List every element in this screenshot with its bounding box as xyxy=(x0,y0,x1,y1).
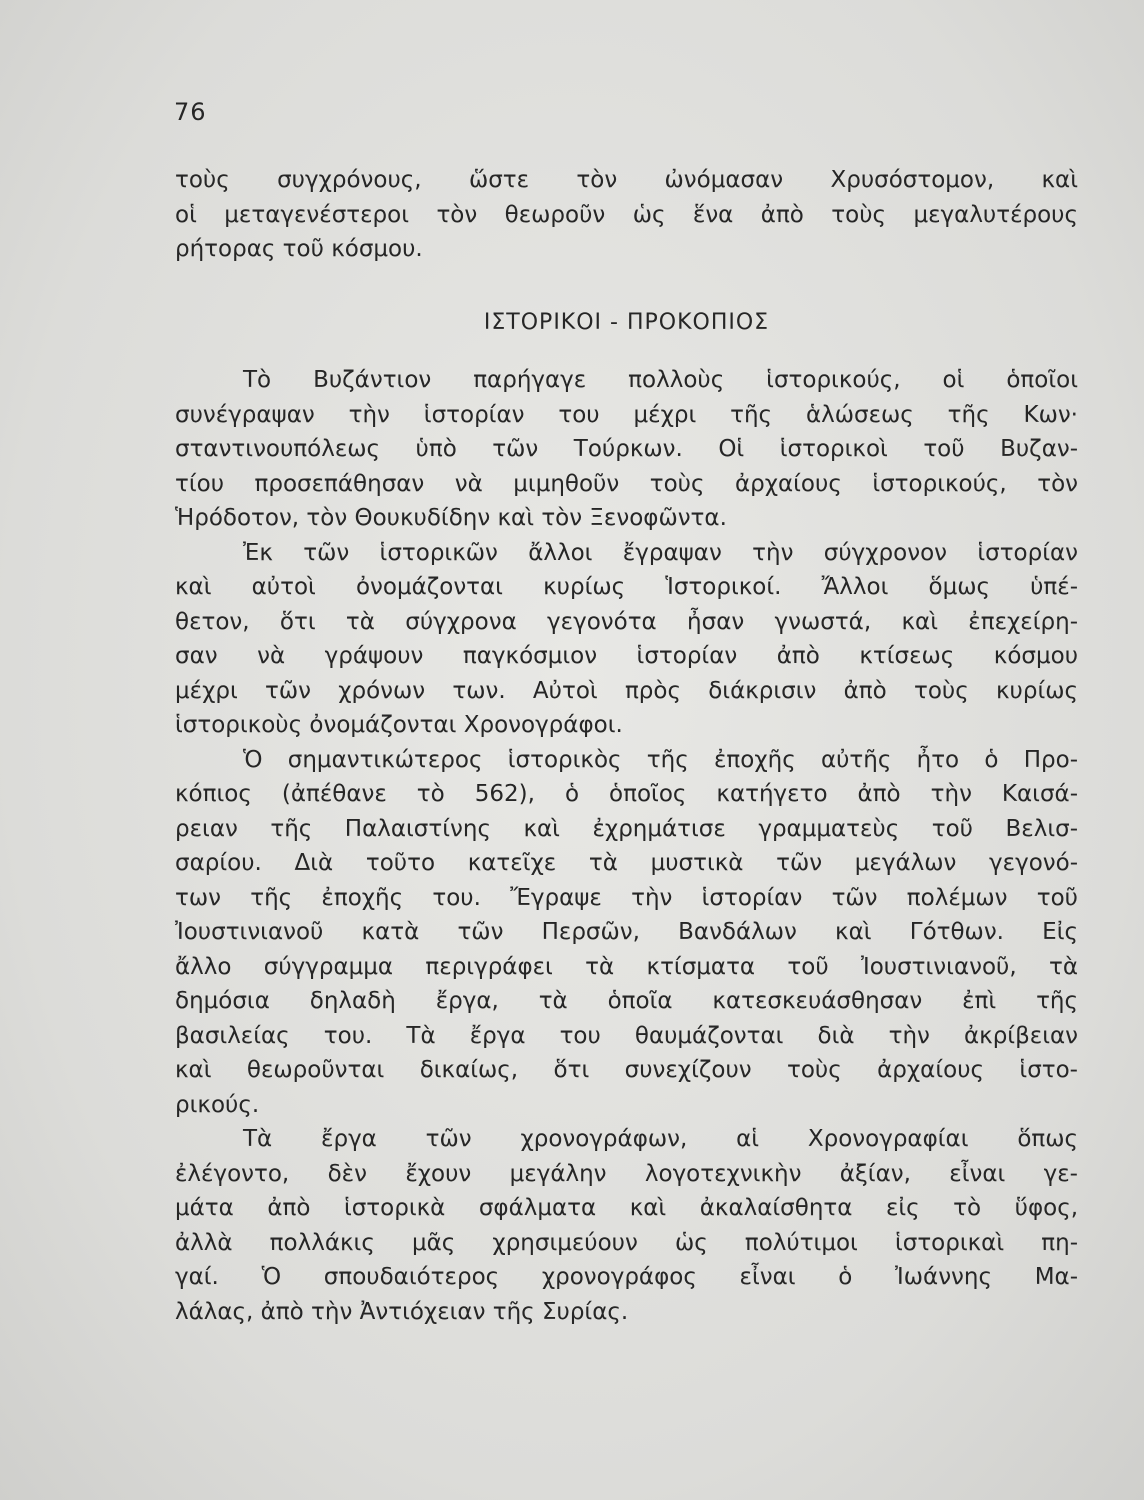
text-line: συνέγραψαν τὴν ἱστορίαν του μέχρι τῆς ἁλώσεως τῆς Κων· xyxy=(175,401,1078,428)
text-line: των τῆς ἐποχῆς του. Ἔγραψε τὴν ἱστορίαν τῶν πολέμων τοῦ xyxy=(175,884,1078,911)
text-line: λάλας, ἀπὸ τὴν Ἀντιόχειαν τῆς Συρίας. xyxy=(175,1298,629,1325)
text-line: ἐλέγοντο, δὲν ἔχουν μεγάλην λογοτεχνικὴν ἀξίαν, εἶναι γε- xyxy=(175,1160,1078,1187)
text-line: Ἐκ τῶν ἱστορικῶν ἄλλοι ἔγραψαν τὴν σύγχρονον ἱστορίαν xyxy=(243,539,1078,566)
text-line: Ἰουστινιανοῦ κατὰ τῶν Περσῶν, Βανδάλων καὶ Γότθων. Εἰς xyxy=(175,919,1078,945)
text-line: Ὁ σημαντικώτερος ἱστορικὸς τῆς ἐποχῆς αὐτῆς ἦτο ὁ Προ- xyxy=(243,746,1078,773)
text-line: καὶ θεωροῦνται δικαίως, ὅτι συνεχίζουν τοὺς ἀρχαίους ἱστο- xyxy=(175,1057,1078,1083)
text-line: Τὰ ἔργα τῶν χρονογράφων, αἱ Χρονογραφίαι ὅπως xyxy=(243,1126,1078,1152)
section-heading: ΙΣΤΟΡΙΚΟΙ - ΠΡΟΚΟΠΙΟΣ xyxy=(483,310,770,335)
text-line: βασιλείας του. Τὰ ἔργα του θαυμάζονται διὰ τὴν ἀκρίβειαν xyxy=(175,1022,1078,1049)
text-line: οἱ μεταγενέστεροι τὸν θεωροῦν ὡς ἕνα ἀπὸ τοὺς μεγαλυτέρους xyxy=(175,201,1078,228)
text-line: τοὺς συγχρόνους, ὥστε τὸν ὠνόμασαν Χρυσόστομον, καὶ xyxy=(175,167,1078,193)
text-line: δημόσια δηλαδὴ ἔργα, τὰ ὁποῖα κατεσκευάσθησαν ἐπὶ τῆς xyxy=(175,988,1078,1014)
page-number: 76 xyxy=(174,98,207,126)
text-line: σαρίου. Διὰ τοῦτο κατεῖχε τὰ μυστικὰ τῶν μεγάλων γεγονό- xyxy=(175,850,1078,876)
text-line: ἱστορικοὺς ὀνομάζονται Χρονογράφοι. xyxy=(175,712,623,738)
text-line: ρειαν τῆς Παλαιστίνης καὶ ἐχρημάτισε γραμματεὺς τοῦ Βελισ- xyxy=(175,815,1078,842)
text-line: σαν νὰ γράψουν παγκόσμιον ἱστορίαν ἀπὸ κτίσεως κόσμου xyxy=(175,643,1078,669)
text-line: ρήτορας τοῦ κόσμου. xyxy=(175,236,423,262)
text-line: ρικούς. xyxy=(175,1091,260,1118)
text-line: μάτα ἀπὸ ἱστορικὰ σφάλματα καὶ ἀκαλαίσθητα εἰς τὸ ὕφος, xyxy=(175,1195,1078,1221)
text-line: καὶ αὐτοὶ ὀνομάζονται κυρίως Ἱστορικοί. Ἄλλοι ὅμως ὑπέ- xyxy=(175,574,1078,600)
text-line: σταντινουπόλεως ὑπὸ τῶν Τούρκων. Οἱ ἱστορικοὶ τοῦ Βυζαν- xyxy=(175,436,1078,462)
text-line: Τὸ Βυζάντιον παρήγαγε πολλοὺς ἱστορικούς, οἱ ὁποῖοι xyxy=(243,367,1078,393)
intro-paragraph xyxy=(175,163,1078,267)
text-line: κόπιος (ἀπέθανε τὸ 562), ὁ ὁποῖος κατήγετο ἀπὸ τὴν Καισά- xyxy=(175,781,1078,807)
text-line: μέχρι τῶν χρόνων των. Αὐτοὶ πρὸς διάκρισιν ἀπὸ τοὺς κυρίως xyxy=(175,677,1078,704)
text-line: θετον, ὅτι τὰ σύγχρονα γεγονότα ἦσαν γνωστά, καὶ ἐπεχείρη- xyxy=(175,608,1078,635)
text-line: ἀλλὰ πολλάκις μᾶς χρησιμεύουν ὡς πολύτιμοι ἱστορικαὶ πη- xyxy=(175,1229,1078,1256)
text-line: τίου προσεπάθησαν νὰ μιμηθοῦν τοὺς ἀρχαίους ἱστορικούς, τὸν xyxy=(175,470,1078,497)
text-line: ἄλλο σύγγραμμα περιγράφει τὰ κτίσματα τοῦ Ἰουστινιανοῦ, τὰ xyxy=(175,953,1078,980)
section-body xyxy=(175,363,1078,1329)
text-line: γαί. Ὁ σπουδαιότερος χρονογράφος εἶναι ὁ Ἰωάννης Μα- xyxy=(175,1264,1078,1290)
text-line: Ἡρόδοτον, τὸν Θουκυδίδην καὶ τὸν Ξενοφῶντα. xyxy=(175,505,727,531)
